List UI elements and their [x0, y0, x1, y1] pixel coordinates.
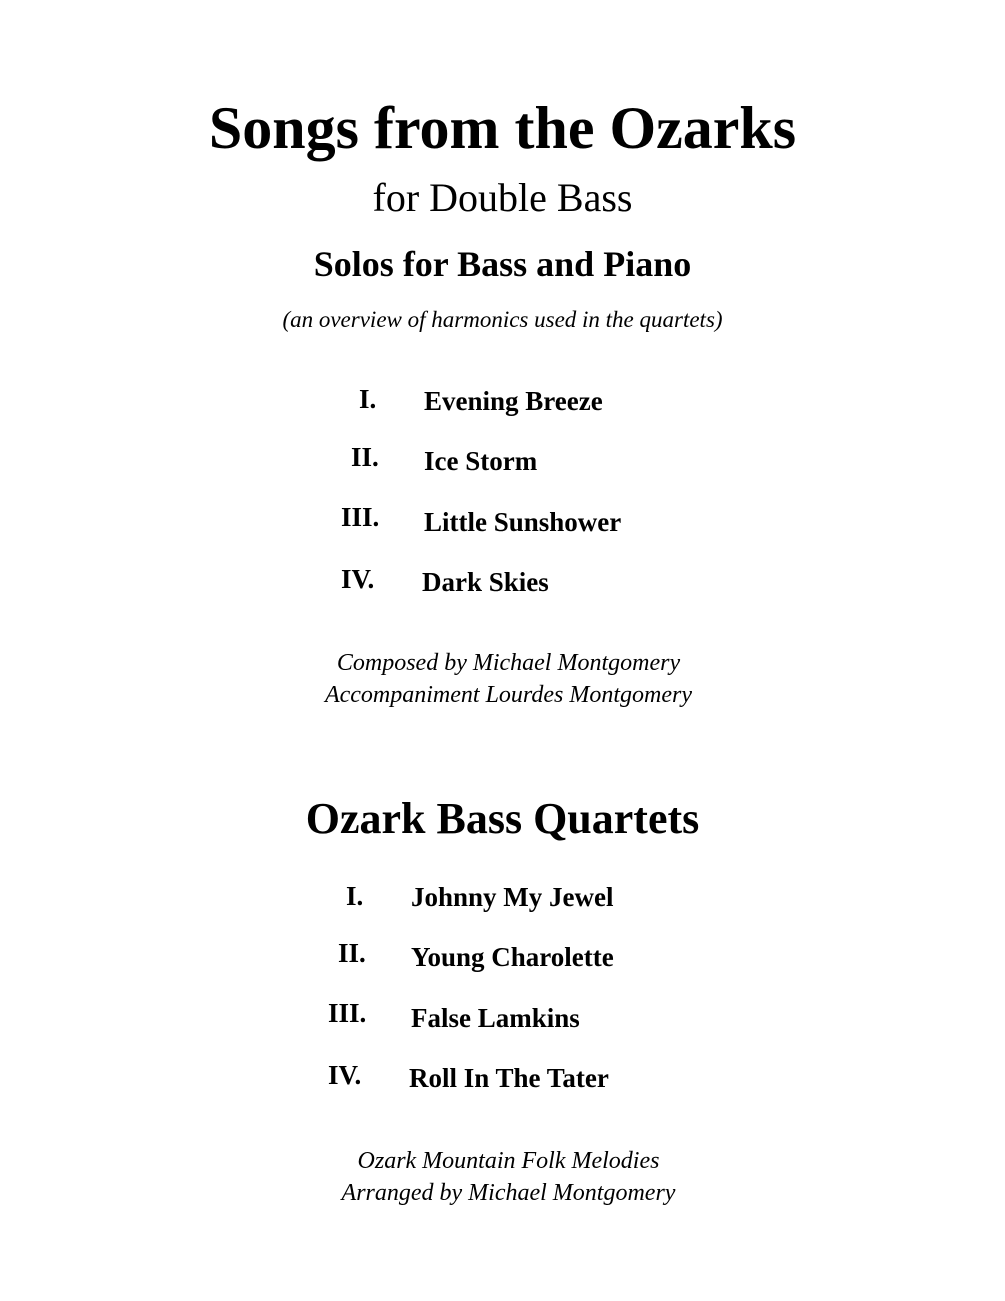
- piece-numeral: III.: [341, 502, 380, 532]
- piece-title: False Lamkins: [411, 1003, 580, 1033]
- piece-numeral: I.: [346, 881, 364, 911]
- folk-melodies-credit: Ozark Mountain Folk Melodies: [357, 1148, 660, 1174]
- piece-numeral: II.: [338, 938, 366, 968]
- piece-title: Dark Skies: [422, 567, 549, 597]
- piece-title: Little Sunshower: [424, 507, 622, 537]
- quartets-heading: Ozark Bass Quartets: [305, 794, 700, 843]
- arranger-credit: Arranged by Michael Montgomery: [341, 1180, 676, 1206]
- piece-title: Young Charolette: [411, 942, 614, 972]
- piece-numeral: IV.: [328, 1060, 362, 1090]
- piece-numeral: II.: [351, 442, 379, 472]
- solos-heading: Solos for Bass and Piano: [313, 244, 692, 284]
- piece-numeral: I.: [359, 384, 377, 414]
- accompaniment-credit: Accompaniment Lourdes Montgomery: [324, 682, 693, 708]
- solos-note: (an overview of harmonics used in the quartets): [282, 307, 723, 332]
- piece-title: Evening Breeze: [424, 386, 603, 416]
- piece-title: Roll In The Tater: [409, 1063, 609, 1093]
- piece-numeral: III.: [328, 998, 367, 1028]
- composer-credit: Composed by Michael Montgomery: [336, 650, 681, 676]
- main-title: Songs from the Ozarks: [208, 95, 797, 161]
- piece-title: Ice Storm: [424, 446, 538, 476]
- instrument-subtitle: for Double Bass: [372, 175, 633, 220]
- piece-title: Johnny My Jewel: [411, 882, 614, 912]
- piece-numeral: IV.: [341, 564, 375, 594]
